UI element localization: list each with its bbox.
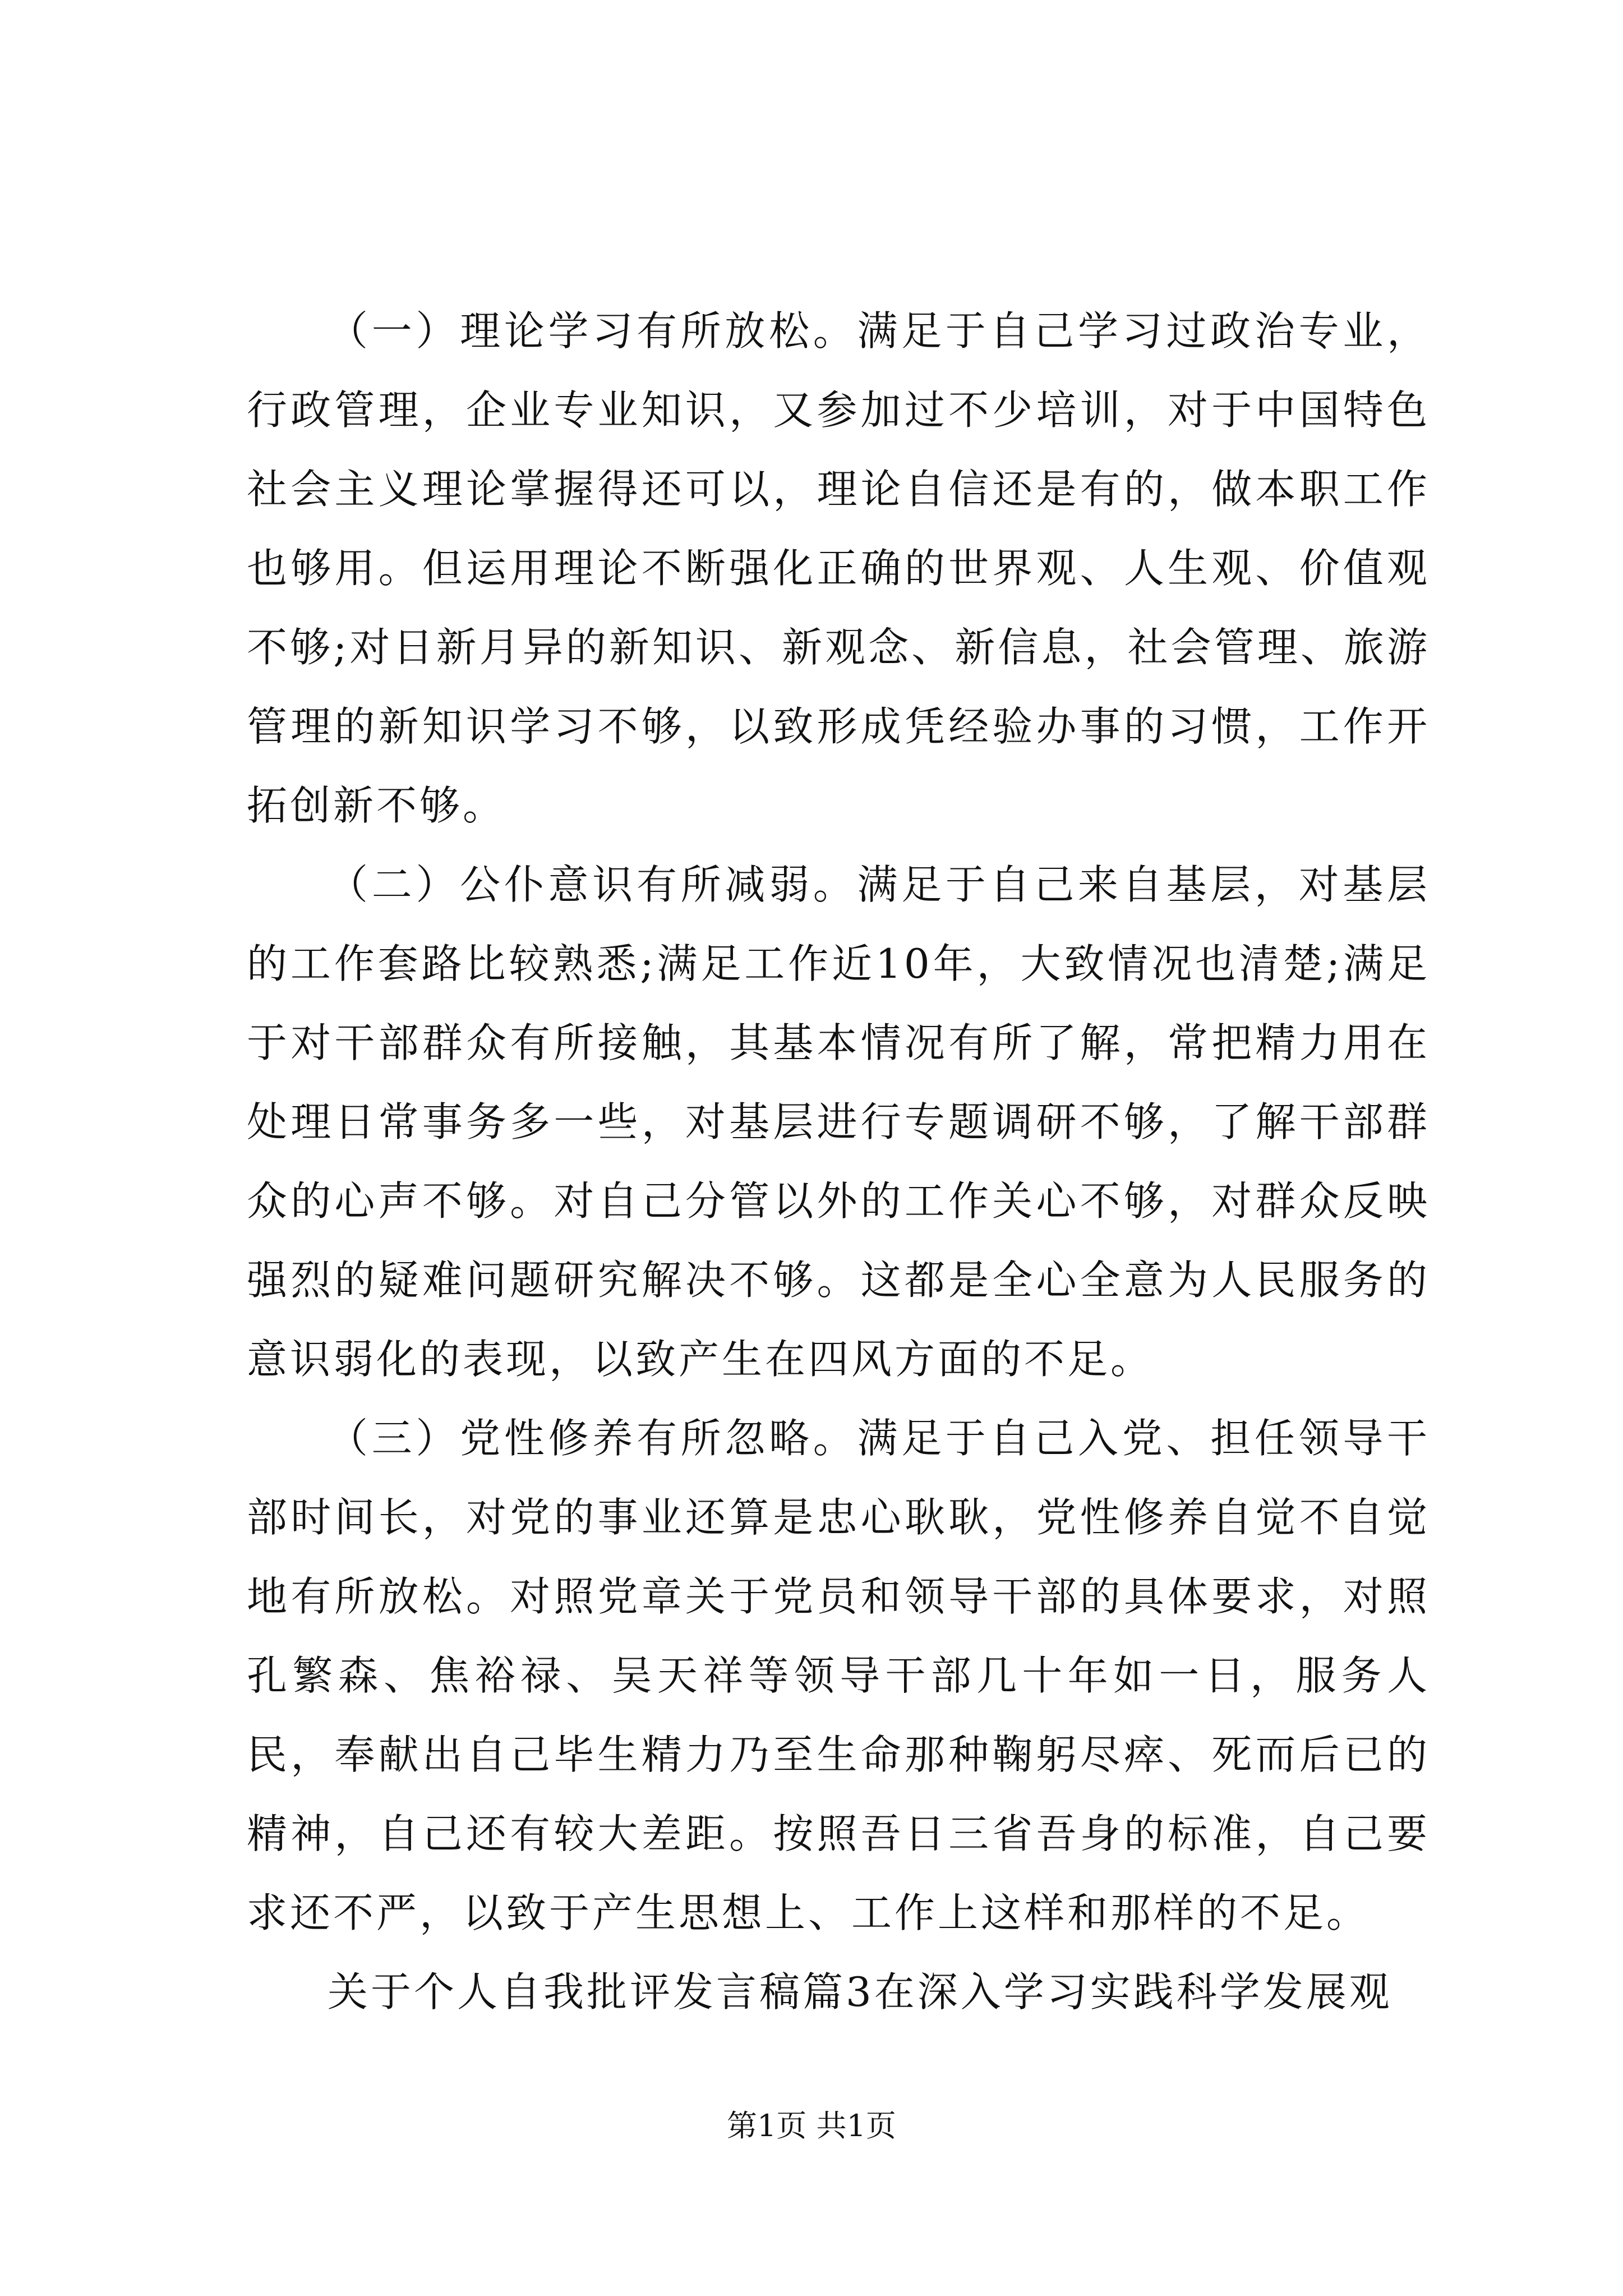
page-footer: 第1页 共1页 — [727, 2108, 896, 2143]
paragraph-next-article: 关于个人自我批评发言稿篇3在深入学习实践科学发展观 — [328, 1968, 1393, 2016]
paragraph-public-service: （二）公仆意识有所减弱。满足于自己来自基层，对基层的工作套路比较熟悉;满足工作近10年，大致情况也清楚;满足于对干部群众有所接触，其基本情况有所了解，常把精力用在处理日常事务多一些，对基层进行专题调研不够，了解干部群众的心声不够。对自己分管以外的工作关心不够，对群众反映强烈的疑难问题研究解决不够。这都是全心全意为人民服务的意识弱化的表现，以致产生在四风方面的不足。 — [247, 861, 1430, 1383]
paragraph-party-cultivation: （三）党性修养有所忽略。满足于自己入党、担任领导干部时间长，对党的事业还算是忠心耿耿，党性修养自觉不自觉地有所放松。对照党章关于党员和领导干部的具体要求，对照孔繁森、焦裕禄、吴天祥等领导干部几十年如一日，服务人民，奉献出自己毕生精力乃至生命那种鞠躬尽瘁、死而后已的精神，自己还有较大差距。按照吾日三省吾身的标准，自己要求还不严，以致于产生思想上、工作上这样和那样的不足。 — [247, 1415, 1430, 1936]
document-body — [247, 292, 1430, 2032]
paragraph-theory-study: （一）理论学习有所放松。满足于自己学习过政治专业，行政管理，企业专业知识，又参加过不少培训，对于中国特色社会主义理论掌握得还可以，理论自信还是有的，做本职工作也够用。但运用理论不断强化正确的世界观、人生观、价值观不够;对日新月异的新知识、新观念、新信息，社会管理、旅游管理的新知识学习不够，以致形成凭经验办事的习惯，工作开拓创新不够。 — [247, 307, 1430, 829]
